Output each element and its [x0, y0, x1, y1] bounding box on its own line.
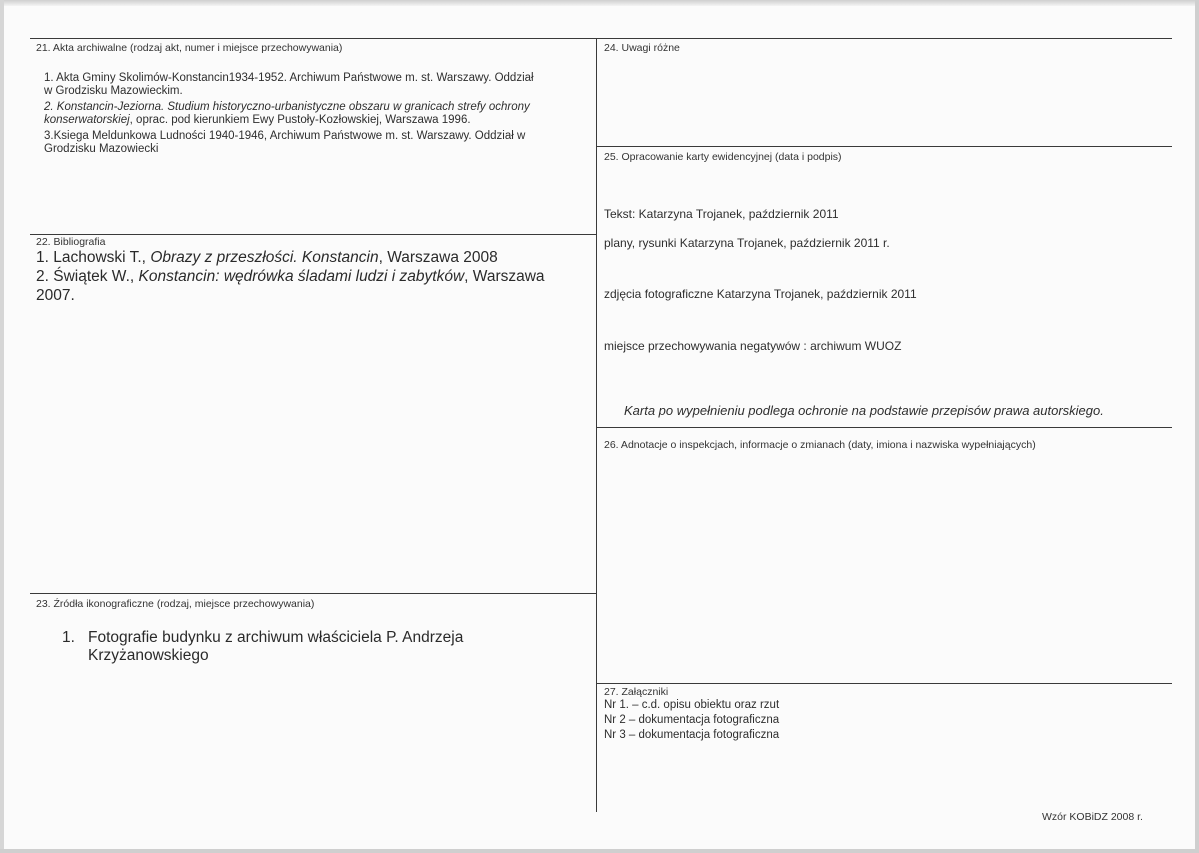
s21-item2-italic: konserwatorskiej [44, 114, 130, 126]
paper-bottom-edge [0, 849, 1199, 853]
s23-item-line2: Krzyżanowskiego [88, 647, 209, 664]
section-21-header: 21. Akta archiwalne (rodzaj akt, numer i miejsce przechowywania) [36, 42, 343, 54]
s21-item1-line1: 1. Akta Gminy Skolimów-Konstancin1934-1952. Archiwum Państwowe m. st. Warszawy. Oddział [44, 72, 534, 84]
s25-plany: plany, rysunki Katarzyna Trojanek, październik 2011 r. [604, 236, 890, 250]
s25-zdjecia: zdjęcia fotograficzne Katarzyna Trojanek, październik 2011 [604, 287, 917, 301]
attachment-1: Nr 1. – c.d. opisu obiektu oraz rzut [604, 699, 780, 711]
s21-item3-line2: Grodzisku Mazowiecki [44, 143, 159, 155]
rule-22 [30, 234, 596, 235]
s25-negatywy: miejsce przechowywania negatywów : archiwum WUOZ [604, 339, 902, 353]
b2-title: Konstancin: wędrówka śladami ludzi i zabytków [138, 268, 465, 285]
b2-suffix: , Warszawa [464, 268, 545, 285]
section-23-header: 23. Źródła ikonograficzne (rodzaj, miejsce przechowywania) [36, 598, 315, 610]
rule-23 [30, 593, 596, 594]
s25-tekst: Tekst: Katarzyna Trojanek, październik 2011 [604, 207, 839, 221]
bibliography-item-1 [36, 248, 498, 267]
s21-item3-line1: 3.Ksiega Meldunkowa Ludności 1940-1946, Archiwum Państwowe m. st. Warszawy. Oddział w [44, 130, 526, 142]
b1-title: Obrazy z przeszłości. Konstancin [150, 249, 379, 266]
s23-item-line1: Fotografie budynku z archiwum właściciela P. Andrzeja [88, 629, 464, 646]
section-22-header: 22. Bibliografia [36, 236, 106, 248]
b1-prefix: 1. Lachowski T., [36, 249, 151, 266]
section-25-header: 25. Opracowanie karty ewidencyjnej (data i podpis) [604, 151, 842, 163]
s21-item2-line1: 2. Konstancin-Jeziorna. Studium historyczno-urbanistyczne obszaru w granicach strefy ochrony [44, 101, 530, 113]
attachment-3: Nr 3 – dokumentacja fotograficzna [604, 729, 780, 741]
paper-left-edge [0, 0, 4, 853]
section-24-header: 24. Uwagi różne [604, 42, 680, 54]
b2-prefix: 2. Świątek W., [36, 268, 139, 285]
rule-27 [596, 683, 1172, 684]
bibliography-item-2-line2: 2007. [36, 287, 75, 304]
attachment-2: Nr 2 – dokumentacja fotograficzna [604, 714, 780, 726]
s23-item-num: 1. [62, 629, 75, 646]
paper-top-edge [0, 0, 1199, 6]
s25-copyright-note: Karta po wypełnieniu podlega ochronie na podstawie przepisów prawa autorskiego. [624, 403, 1104, 418]
center-divider [596, 38, 597, 812]
section-27-header: 27. Załączniki [604, 686, 669, 698]
s21-item2-rest: , oprac. pod kierunkiem Ewy Pustoły-Kozłowskiej, Warszawa 1996. [129, 114, 471, 126]
b1-suffix: , Warszawa 2008 [378, 249, 498, 266]
rule-26 [596, 427, 1172, 428]
rule-25 [596, 146, 1172, 147]
paper-right-edge [1195, 0, 1199, 853]
section-26-header: 26. Adnotacje o inspekcjach, informacje o zmianach (daty, imiona i nazwiska wypełniających) [604, 439, 1036, 451]
s21-item2-line2 [44, 114, 471, 127]
bibliography-item-2 [36, 267, 545, 286]
s21-item1-line2: w Grodzisku Mazowieckim. [44, 85, 183, 97]
top-rule [30, 38, 1172, 39]
form-template-footer: Wzór KOBiDZ 2008 r. [1042, 811, 1143, 823]
